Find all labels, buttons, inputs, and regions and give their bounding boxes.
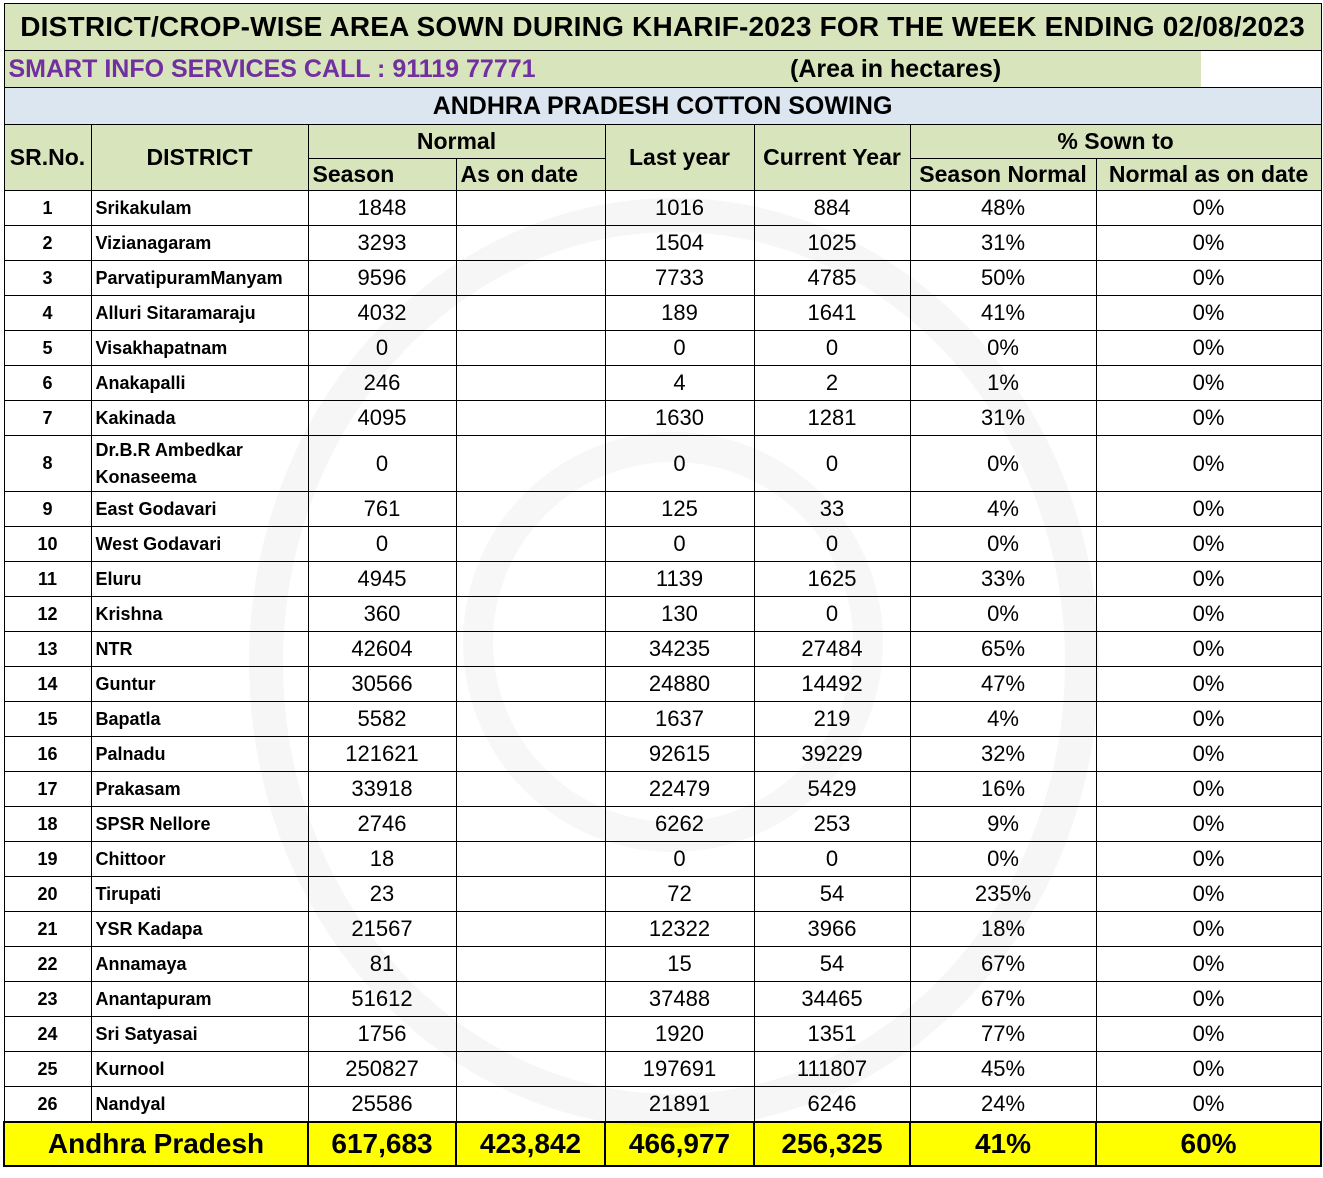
district-cell: Visakhapatnam: [91, 331, 308, 366]
last-year-cell: 0: [605, 436, 754, 492]
as-on-date-cell: [456, 702, 605, 737]
table-row: [4, 527, 1321, 562]
pct-season-cell: 50%: [910, 261, 1096, 296]
pct-season-cell: 32%: [910, 737, 1096, 772]
current-year-cell: 0: [754, 436, 910, 492]
last-year-cell: 4: [605, 366, 754, 401]
table-row: [4, 331, 1321, 366]
current-year-cell: 884: [754, 191, 910, 226]
pct-season-cell: 4%: [910, 702, 1096, 737]
pct-date-cell: 0%: [1096, 597, 1321, 632]
last-year-cell: 1139: [605, 562, 754, 597]
season-cell: 4095: [308, 401, 456, 436]
table-row: [4, 226, 1321, 261]
pct-season-cell: 67%: [910, 947, 1096, 982]
season-cell: 121621: [308, 737, 456, 772]
pct-date-cell: 0%: [1096, 702, 1321, 737]
last-year-cell: 1016: [605, 191, 754, 226]
pct-date-cell: 0%: [1096, 667, 1321, 702]
district-cell: Alluri Sitaramaraju: [91, 296, 308, 331]
sr-cell: 22: [4, 947, 91, 982]
table-row: [4, 597, 1321, 632]
as-on-date-cell: [456, 632, 605, 667]
current-year-cell: 219: [754, 702, 910, 737]
last-year-cell: 189: [605, 296, 754, 331]
district-cell: Dr.B.R Ambedkar Konaseema: [91, 436, 308, 492]
season-cell: 1756: [308, 1017, 456, 1052]
pct-season-cell: 31%: [910, 401, 1096, 436]
header-pct-sown: % Sown to: [910, 125, 1321, 159]
pct-date-cell: 0%: [1096, 401, 1321, 436]
pct-date-cell: 0%: [1096, 436, 1321, 492]
sr-cell: 26: [4, 1087, 91, 1123]
report-title: DISTRICT/CROP-WISE AREA SOWN DURING KHARIF-2023 FOR THE WEEK ENDING 02/08/2023: [4, 4, 1321, 51]
table-subtitle: ANDHRA PRADESH COTTON SOWING: [4, 88, 1321, 125]
sr-cell: 19: [4, 842, 91, 877]
table-row: [4, 261, 1321, 296]
pct-season-cell: 0%: [910, 527, 1096, 562]
header-as-on-date: As on date: [456, 159, 605, 191]
area-unit-note: (Area in hectares): [790, 51, 1201, 88]
season-cell: 4945: [308, 562, 456, 597]
pct-date-cell: 0%: [1096, 772, 1321, 807]
as-on-date-cell: [456, 366, 605, 401]
last-year-cell: 1637: [605, 702, 754, 737]
table-row: [4, 1052, 1321, 1087]
season-cell: 5582: [308, 702, 456, 737]
current-year-cell: 6246: [754, 1087, 910, 1123]
season-cell: 23: [308, 877, 456, 912]
as-on-date-cell: [456, 912, 605, 947]
table-row: [4, 912, 1321, 947]
sr-cell: 21: [4, 912, 91, 947]
season-cell: 18: [308, 842, 456, 877]
season-cell: 2746: [308, 807, 456, 842]
table-row: [4, 401, 1321, 436]
sr-cell: 7: [4, 401, 91, 436]
total-as-on-date: 423,842: [456, 1122, 605, 1166]
header-sr-no: SR.No.: [4, 125, 91, 191]
current-year-cell: 0: [754, 842, 910, 877]
sr-cell: 12: [4, 597, 91, 632]
current-year-cell: 54: [754, 947, 910, 982]
season-cell: 0: [308, 436, 456, 492]
pct-season-cell: 18%: [910, 912, 1096, 947]
season-cell: 4032: [308, 296, 456, 331]
report-sheet: [3, 3, 1320, 1167]
table-row: [4, 807, 1321, 842]
as-on-date-cell: [456, 1087, 605, 1123]
current-year-cell: 111807: [754, 1052, 910, 1087]
current-year-cell: 33: [754, 492, 910, 527]
current-year-cell: 1641: [754, 296, 910, 331]
pct-date-cell: 0%: [1096, 737, 1321, 772]
current-year-cell: 3966: [754, 912, 910, 947]
current-year-cell: 4785: [754, 261, 910, 296]
district-cell: YSR Kadapa: [91, 912, 308, 947]
sr-cell: 13: [4, 632, 91, 667]
district-cell: Nandyal: [91, 1087, 308, 1123]
last-year-cell: 0: [605, 527, 754, 562]
last-year-cell: 1504: [605, 226, 754, 261]
pct-season-cell: 47%: [910, 667, 1096, 702]
as-on-date-cell: [456, 331, 605, 366]
district-cell: Kakinada: [91, 401, 308, 436]
season-cell: 81: [308, 947, 456, 982]
season-cell: 25586: [308, 1087, 456, 1123]
table-row: [4, 1017, 1321, 1052]
last-year-cell: 21891: [605, 1087, 754, 1123]
season-cell: 9596: [308, 261, 456, 296]
district-cell: Tirupati: [91, 877, 308, 912]
district-cell: Sri Satyasai: [91, 1017, 308, 1052]
pct-date-cell: 0%: [1096, 1052, 1321, 1087]
as-on-date-cell: [456, 597, 605, 632]
sr-cell: 10: [4, 527, 91, 562]
last-year-cell: 22479: [605, 772, 754, 807]
sr-cell: 9: [4, 492, 91, 527]
pct-date-cell: 0%: [1096, 366, 1321, 401]
table-row: [4, 632, 1321, 667]
table-row: [4, 982, 1321, 1017]
pct-season-cell: 4%: [910, 492, 1096, 527]
as-on-date-cell: [456, 807, 605, 842]
header-normal: Normal: [308, 125, 605, 159]
current-year-cell: 0: [754, 527, 910, 562]
district-cell: Anakapalli: [91, 366, 308, 401]
pct-season-cell: 1%: [910, 366, 1096, 401]
pct-date-cell: 0%: [1096, 1017, 1321, 1052]
as-on-date-cell: [456, 737, 605, 772]
as-on-date-cell: [456, 562, 605, 597]
pct-date-cell: 0%: [1096, 807, 1321, 842]
pct-season-cell: 77%: [910, 1017, 1096, 1052]
pct-date-cell: 0%: [1096, 947, 1321, 982]
total-row: [4, 1122, 1321, 1166]
pct-date-cell: 0%: [1096, 562, 1321, 597]
district-cell: East Godavari: [91, 492, 308, 527]
season-cell: 250827: [308, 1052, 456, 1087]
last-year-cell: 92615: [605, 737, 754, 772]
pct-season-cell: 45%: [910, 1052, 1096, 1087]
as-on-date-cell: [456, 527, 605, 562]
season-cell: 33918: [308, 772, 456, 807]
smart-info-line: SMART INFO SERVICES CALL : 91119 77771: [4, 51, 910, 88]
header-season: Season: [308, 159, 456, 191]
current-year-cell: 1025: [754, 226, 910, 261]
table-row: [4, 772, 1321, 807]
sr-cell: 15: [4, 702, 91, 737]
as-on-date-cell: [456, 261, 605, 296]
pct-season-cell: 31%: [910, 226, 1096, 261]
current-year-cell: 1281: [754, 401, 910, 436]
current-year-cell: 34465: [754, 982, 910, 1017]
as-on-date-cell: [456, 191, 605, 226]
sr-cell: 24: [4, 1017, 91, 1052]
pct-date-cell: 0%: [1096, 331, 1321, 366]
pct-date-cell: 0%: [1096, 1087, 1321, 1123]
cotton-sowing-table: [3, 3, 1322, 1167]
last-year-cell: 6262: [605, 807, 754, 842]
sr-cell: 1: [4, 191, 91, 226]
season-cell: 42604: [308, 632, 456, 667]
last-year-cell: 0: [605, 842, 754, 877]
table-row: [4, 842, 1321, 877]
last-year-cell: 37488: [605, 982, 754, 1017]
as-on-date-cell: [456, 772, 605, 807]
table-row: [4, 191, 1321, 226]
as-on-date-cell: [456, 1017, 605, 1052]
sr-cell: 20: [4, 877, 91, 912]
district-cell: SPSR Nellore: [91, 807, 308, 842]
table-body: [4, 191, 1321, 1123]
district-cell: Guntur: [91, 667, 308, 702]
table-row: [4, 667, 1321, 702]
district-cell: Srikakulam: [91, 191, 308, 226]
pct-season-cell: 0%: [910, 331, 1096, 366]
pct-season-cell: 0%: [910, 436, 1096, 492]
sr-cell: 16: [4, 737, 91, 772]
season-cell: 761: [308, 492, 456, 527]
district-cell: Prakasam: [91, 772, 308, 807]
sr-cell: 8: [4, 436, 91, 492]
current-year-cell: 27484: [754, 632, 910, 667]
district-cell: Chittoor: [91, 842, 308, 877]
last-year-cell: 125: [605, 492, 754, 527]
table-row: [4, 947, 1321, 982]
district-cell: ParvatipuramManyam: [91, 261, 308, 296]
district-cell: Krishna: [91, 597, 308, 632]
as-on-date-cell: [456, 947, 605, 982]
as-on-date-cell: [456, 436, 605, 492]
as-on-date-cell: [456, 982, 605, 1017]
header-last-year: Last year: [605, 125, 754, 191]
pct-date-cell: 0%: [1096, 226, 1321, 261]
district-cell: Anantapuram: [91, 982, 308, 1017]
district-cell: West Godavari: [91, 527, 308, 562]
table-row: [4, 562, 1321, 597]
table-row: [4, 702, 1321, 737]
season-cell: 51612: [308, 982, 456, 1017]
pct-season-cell: 16%: [910, 772, 1096, 807]
as-on-date-cell: [456, 667, 605, 702]
last-year-cell: 1920: [605, 1017, 754, 1052]
as-on-date-cell: [456, 296, 605, 331]
pct-date-cell: 0%: [1096, 527, 1321, 562]
sr-cell: 11: [4, 562, 91, 597]
current-year-cell: 2: [754, 366, 910, 401]
header-normal-as-on-date: Normal as on date: [1096, 159, 1321, 191]
last-year-cell: 12322: [605, 912, 754, 947]
table-row: [4, 1087, 1321, 1123]
season-cell: 360: [308, 597, 456, 632]
pct-date-cell: 0%: [1096, 296, 1321, 331]
district-cell: NTR: [91, 632, 308, 667]
as-on-date-cell: [456, 226, 605, 261]
total-season: 617,683: [308, 1122, 456, 1166]
table-row: [4, 877, 1321, 912]
as-on-date-cell: [456, 1052, 605, 1087]
pct-date-cell: 0%: [1096, 982, 1321, 1017]
season-cell: 30566: [308, 667, 456, 702]
total-pct-season: 41%: [910, 1122, 1096, 1166]
current-year-cell: 54: [754, 877, 910, 912]
table-row: [4, 492, 1321, 527]
as-on-date-cell: [456, 492, 605, 527]
district-cell: Annamaya: [91, 947, 308, 982]
current-year-cell: 14492: [754, 667, 910, 702]
pct-season-cell: 0%: [910, 597, 1096, 632]
season-cell: 21567: [308, 912, 456, 947]
as-on-date-cell: [456, 842, 605, 877]
total-last-year: 466,977: [605, 1122, 754, 1166]
pct-date-cell: 0%: [1096, 632, 1321, 667]
pct-season-cell: 0%: [910, 842, 1096, 877]
sr-cell: 6: [4, 366, 91, 401]
pct-season-cell: 33%: [910, 562, 1096, 597]
pct-season-cell: 24%: [910, 1087, 1096, 1123]
table-row: [4, 366, 1321, 401]
pct-season-cell: 41%: [910, 296, 1096, 331]
district-cell: Vizianagaram: [91, 226, 308, 261]
table-row: [4, 296, 1321, 331]
season-cell: 0: [308, 331, 456, 366]
pct-season-cell: 65%: [910, 632, 1096, 667]
last-year-cell: 72: [605, 877, 754, 912]
district-cell: Kurnool: [91, 1052, 308, 1087]
last-year-cell: 15: [605, 947, 754, 982]
last-year-cell: 197691: [605, 1052, 754, 1087]
sr-cell: 3: [4, 261, 91, 296]
table-row: [4, 436, 1321, 492]
last-year-cell: 0: [605, 331, 754, 366]
total-pct-date: 60%: [1096, 1122, 1321, 1166]
last-year-cell: 7733: [605, 261, 754, 296]
current-year-cell: 0: [754, 331, 910, 366]
current-year-cell: 0: [754, 597, 910, 632]
last-year-cell: 34235: [605, 632, 754, 667]
current-year-cell: 253: [754, 807, 910, 842]
pct-season-cell: 48%: [910, 191, 1096, 226]
sr-cell: 17: [4, 772, 91, 807]
table-row: [4, 737, 1321, 772]
header-season-normal: Season Normal: [910, 159, 1096, 191]
last-year-cell: 24880: [605, 667, 754, 702]
season-cell: 1848: [308, 191, 456, 226]
sr-cell: 4: [4, 296, 91, 331]
district-cell: Bapatla: [91, 702, 308, 737]
district-cell: Eluru: [91, 562, 308, 597]
pct-date-cell: 0%: [1096, 842, 1321, 877]
current-year-cell: 1351: [754, 1017, 910, 1052]
sr-cell: 2: [4, 226, 91, 261]
season-cell: 0: [308, 527, 456, 562]
total-current-year: 256,325: [754, 1122, 910, 1166]
current-year-cell: 1625: [754, 562, 910, 597]
as-on-date-cell: [456, 401, 605, 436]
header-current-year: Current Year: [754, 125, 910, 191]
last-year-cell: 130: [605, 597, 754, 632]
season-cell: 246: [308, 366, 456, 401]
sr-cell: 5: [4, 331, 91, 366]
pct-season-cell: 235%: [910, 877, 1096, 912]
total-label: Andhra Pradesh: [4, 1122, 308, 1166]
header-district: DISTRICT: [91, 125, 308, 191]
current-year-cell: 5429: [754, 772, 910, 807]
pct-date-cell: 0%: [1096, 877, 1321, 912]
pct-date-cell: 0%: [1096, 261, 1321, 296]
pct-season-cell: 67%: [910, 982, 1096, 1017]
pct-date-cell: 0%: [1096, 912, 1321, 947]
as-on-date-cell: [456, 877, 605, 912]
pct-season-cell: 9%: [910, 807, 1096, 842]
sr-cell: 25: [4, 1052, 91, 1087]
pct-date-cell: 0%: [1096, 492, 1321, 527]
current-year-cell: 39229: [754, 737, 910, 772]
pct-date-cell: 0%: [1096, 191, 1321, 226]
sr-cell: 18: [4, 807, 91, 842]
district-cell: Palnadu: [91, 737, 308, 772]
last-year-cell: 1630: [605, 401, 754, 436]
season-cell: 3293: [308, 226, 456, 261]
sr-cell: 14: [4, 667, 91, 702]
sr-cell: 23: [4, 982, 91, 1017]
